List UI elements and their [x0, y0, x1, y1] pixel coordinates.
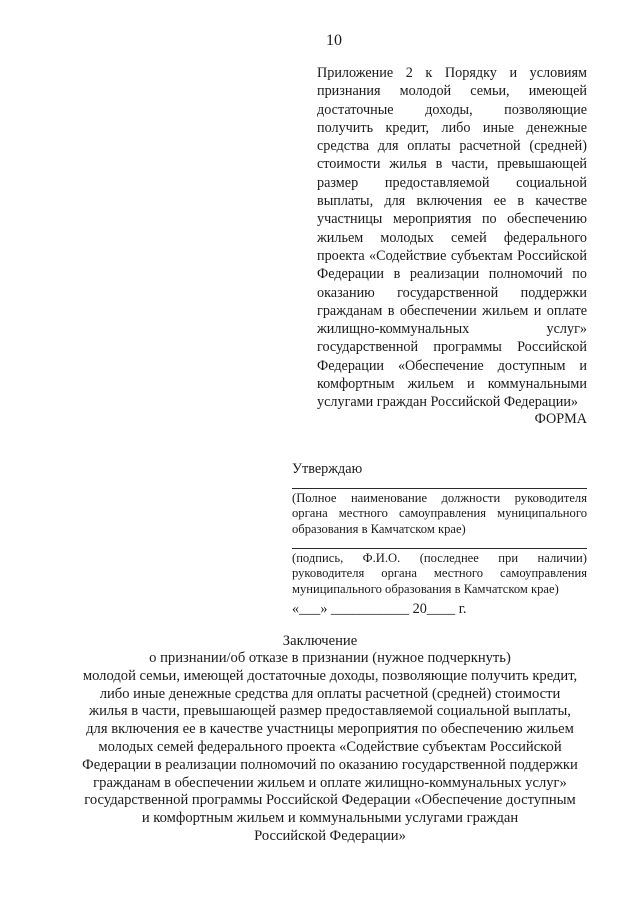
position-caption: (Полное наименование должности руководителя органа местного самоуправления муниципального образования в Камчатском крае) — [292, 491, 587, 536]
page-number: 10 — [326, 32, 342, 49]
approval-heading: Утверждаю — [292, 461, 363, 477]
signature-caption: (подпись, Ф.И.О. (последнее при наличии) руководителя органа местного самоуправления муниципального образования в Камчатском крае) — [292, 551, 587, 596]
conclusion-body — [70, 650, 590, 846]
conclusion-line: и комфортным жильем и коммунальными услугами граждан — [141, 810, 519, 827]
conclusion-line: жилья в части, превышающей размер предоставляемой социальной выплаты, — [89, 703, 571, 720]
conclusion-line: молодой семьи, имеющей достаточные доходы, позволяющие получить кредит, — [82, 667, 578, 684]
conclusion-line: для включения ее в качестве участницы мероприятия по обеспечению жильем — [86, 721, 574, 738]
date-line: «___» ___________ 20____ г. — [292, 601, 467, 617]
signature-field — [292, 548, 587, 597]
conclusion-line: государственной программы Российской Федерации «Обеспечение доступным — [84, 792, 576, 809]
conclusion-line: молодых семей федерального проекта «Содействие субъектам Российской — [98, 738, 562, 755]
signature-line — [292, 548, 587, 549]
appendix-reference: Приложение 2 к Порядку и условиям признания молодой семьи, имеющей достаточные доходы, позволяющие получить кредит, либо иные денежные средства для оплаты расчетной (средней) стоимости жилья в части, превышающей размер предоставляемой социальной выплаты, для включения ее в качестве участницы мероприятия по обеспечению жильем молодых семей федерального проекта «Содействие субъектам Российской Федерации в реализации полномочий по оказанию государственной поддержки гражданам в обеспечении жильем и оплате жилищно-коммунальных услуг» государственной программы Российской Федерации «Обеспечение доступным и комфортным жильем и коммунальными услугами граждан Российской Федерации» — [317, 65, 587, 411]
conclusion-line: о признании/об отказе в признании (нужное подчеркнуть) — [149, 650, 511, 666]
position-signature-field — [292, 488, 587, 537]
conclusion-line: Российской Федерации» — [254, 827, 406, 844]
conclusion-line: Федерации в реализации полномочий по оказанию государственной поддержки — [82, 756, 578, 773]
conclusion-line: либо иные денежные средства для оплаты расчетной (средней) стоимости — [99, 685, 561, 702]
position-line — [292, 488, 587, 489]
conclusion-title: Заключение — [282, 633, 358, 649]
conclusion-line: гражданам в обеспечении жильем и оплате жилищно-коммунальных услуг» — [93, 774, 567, 791]
form-label: ФОРМА — [534, 411, 587, 427]
